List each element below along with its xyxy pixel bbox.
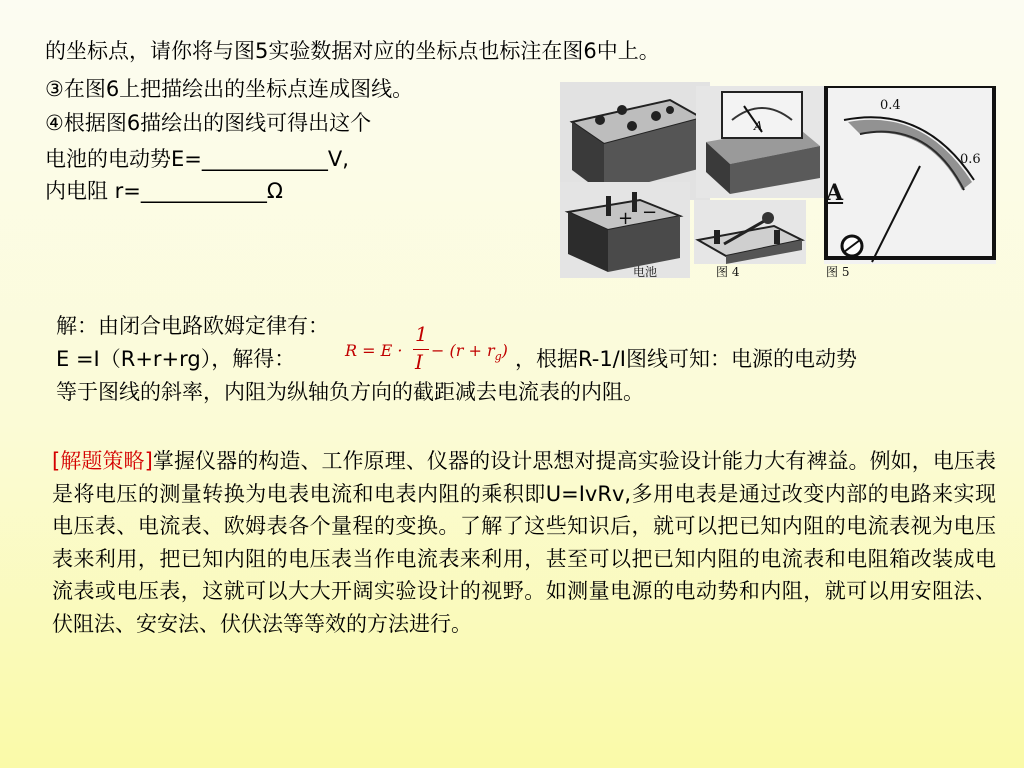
formula-close-paren: )	[501, 341, 508, 360]
formula-rhs-text: − (r + r	[431, 341, 495, 360]
scale-label-0-4: 0.4	[880, 98, 901, 113]
ammeter-letter-label: A	[826, 180, 844, 206]
formula-rhs	[431, 341, 508, 363]
ammeter-photo	[696, 86, 824, 198]
switch-image	[694, 200, 806, 264]
solution-line-1: 解：由闭合电路欧姆定律有：	[56, 314, 329, 338]
battery-image	[560, 182, 690, 278]
question-line-3: ④根据图6描绘出的图线可得出这个	[45, 111, 372, 135]
scale-label-0-6: 0.6	[960, 152, 981, 167]
formula-r-equation	[345, 322, 515, 378]
question-line-4-emf: 电池的电动势E=____________V,	[45, 147, 349, 171]
formula-subscript: g	[494, 350, 502, 364]
svg-text:−: −	[642, 202, 658, 223]
battery-caption: 电池	[633, 265, 658, 279]
strategy-body: 掌握仪器的构造、工作原理、仪器的设计思想对提高实验设计能力大有裨益。例如，电压表是将电压的测量转换为电表电流和电表内阻的乘积即U=IvRv,多用电表是通过改变内部的电路来实现电压表、电流表、欧姆表各个量程的变换。了解了这些知识后，就可以把已知内阻的电流表视为电压表来利用，把已知内阻的电压表当作电流表来利用，甚至可以把已知内阻的电流表和电阻箱改装成电流表或电压表，这就可以大大开阔实验设计的视野。如测量电源的电动势和内阻，就可以用安阻法、伏阻法、安安法、伏伏法等等效的方法进行。	[52, 449, 997, 636]
solution-line-2b: ，根据R-1/I图线可知：电源的电动势	[515, 347, 857, 371]
strategy-tag: [解题策略]	[52, 449, 153, 473]
ammeter-scale-figure	[824, 86, 996, 264]
svg-text:+: +	[618, 208, 634, 229]
solution-line-2a: E =I（R+r+rg），解得：	[56, 347, 296, 371]
question-line-5-resistance: 内电阻 r=____________Ω	[45, 179, 283, 203]
question-line-1: 的坐标点，请你将与图5实验数据对应的坐标点也标注在图6中上。	[45, 39, 660, 63]
strategy-paragraph	[52, 445, 996, 641]
formula-numerator: 1	[415, 322, 428, 346]
fig4-caption: 图 4	[716, 265, 740, 279]
formula-lhs: R = E ·	[345, 341, 403, 360]
fig5-caption: 图 5	[826, 265, 850, 279]
svg-text:A: A	[754, 119, 763, 133]
formula-denominator: I	[415, 350, 423, 374]
solution-line-3: 等于图线的斜率，内阻为纵轴负方向的截距减去电流表的内阻。	[56, 380, 644, 404]
question-line-2: ③在图6上把描绘出的坐标点连成图线。	[45, 77, 414, 101]
